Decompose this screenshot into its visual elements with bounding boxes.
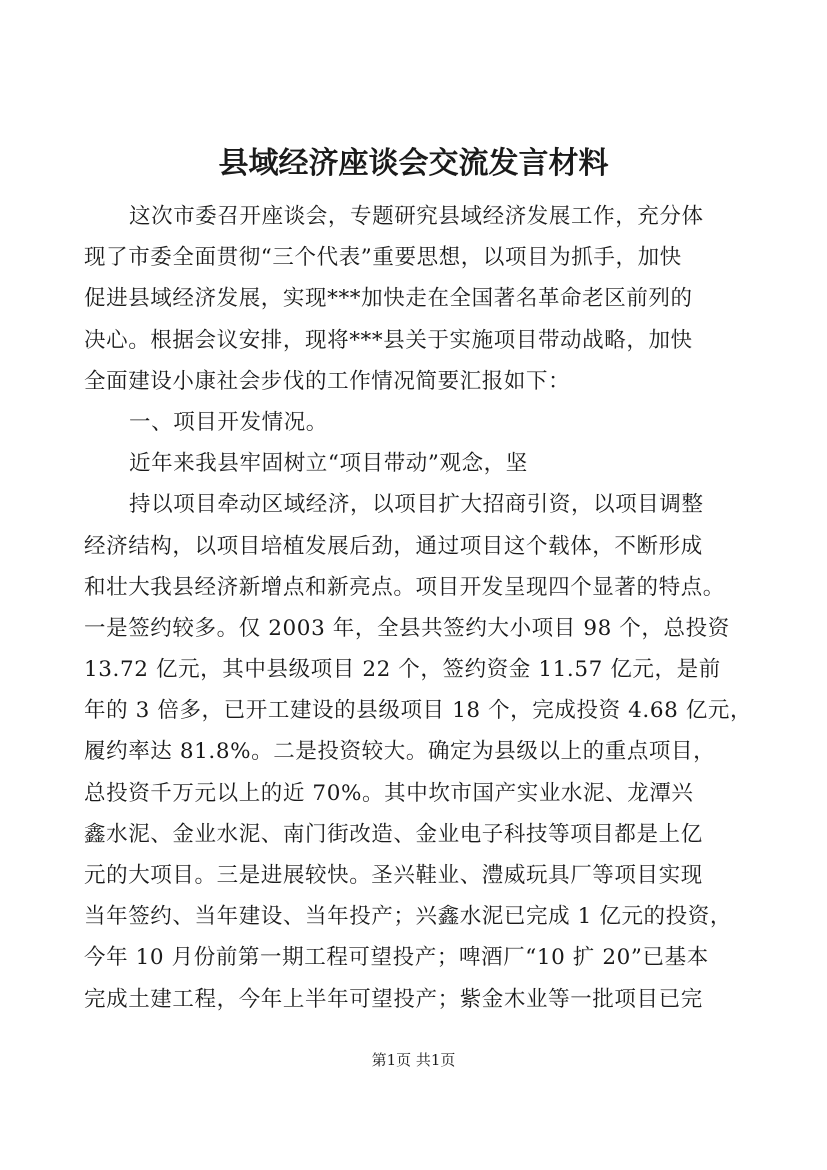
document-body [84,196,753,1020]
body-line: 这次市委召开座谈会，专题研究县域经济发展工作，充分体 [129,204,704,229]
body-line: 履约率达 81.8%。二是投资较大。确定为县级以上的重点项目， [84,739,716,765]
body-line: 全面建设小康社会步伐的工作情况简要汇报如下： [84,368,571,394]
body-line: 持以项目牵动区域经济，以项目扩大招商引资，以项目调整 [129,492,704,518]
body-line: 促进县域经济发展，实现***加快走在全国著名革命老区前列的 [84,286,693,312]
body-line: 13.72 亿元，其中县级项目 22 个，签约资金 11.57 亿元，是前 [84,657,721,683]
body-line: 完成土建工程，今年上半年可望投产；紫金木业等一批项目已完 [84,986,703,1012]
body-line: 今年 10 月份前第一期工程可望投产；啤酒厂“10 扩 20”已基本 [84,945,709,971]
body-line: 年的 3 倍多，已开工建设的县级项目 18 个，完成投资 4.68 亿元， [84,698,753,724]
body-line: 一是签约较多。仅 2003 年，全县共签约大小项目 98 个，总投资 [84,615,730,641]
body-line: 当年签约、当年建设、当年投产；兴鑫水泥已完成 1 亿元的投资， [84,904,732,930]
body-line: 决心。根据会议安排，现将***县关于实施项目带动战略，加快 [84,327,693,353]
body-line: 元的大项目。三是进展较快。圣兴鞋业、澧威玩具厂等项目实现 [84,863,703,888]
page-footer: 第1页 共1页 [371,1051,456,1069]
body-line: 鑫水泥、金业水泥、南门街改造、金业电子科技等项目都是上亿 [84,821,703,847]
body-line: 一、项目开发情况。 [129,409,328,435]
body-line: 近年来我县牢固树立“项目带动”观念，坚 [129,451,528,477]
body-line: 经济结构，以项目培植发展后劲，通过项目这个载体，不断形成 [84,533,703,559]
body-line: 和壮大我县经济新增点和新亮点。项目开发呈现四个显著的特点。 [84,574,725,600]
body-line: 总投资千万元以上的近 70%。其中坎市国产实业水泥、龙潭兴 [84,780,694,806]
body-line: 现了市委全面贯彻“三个代表”重要思想，以项目为抓手，加快 [84,245,682,271]
document-title: 县域经济座谈会交流发言材料 [218,146,609,181]
